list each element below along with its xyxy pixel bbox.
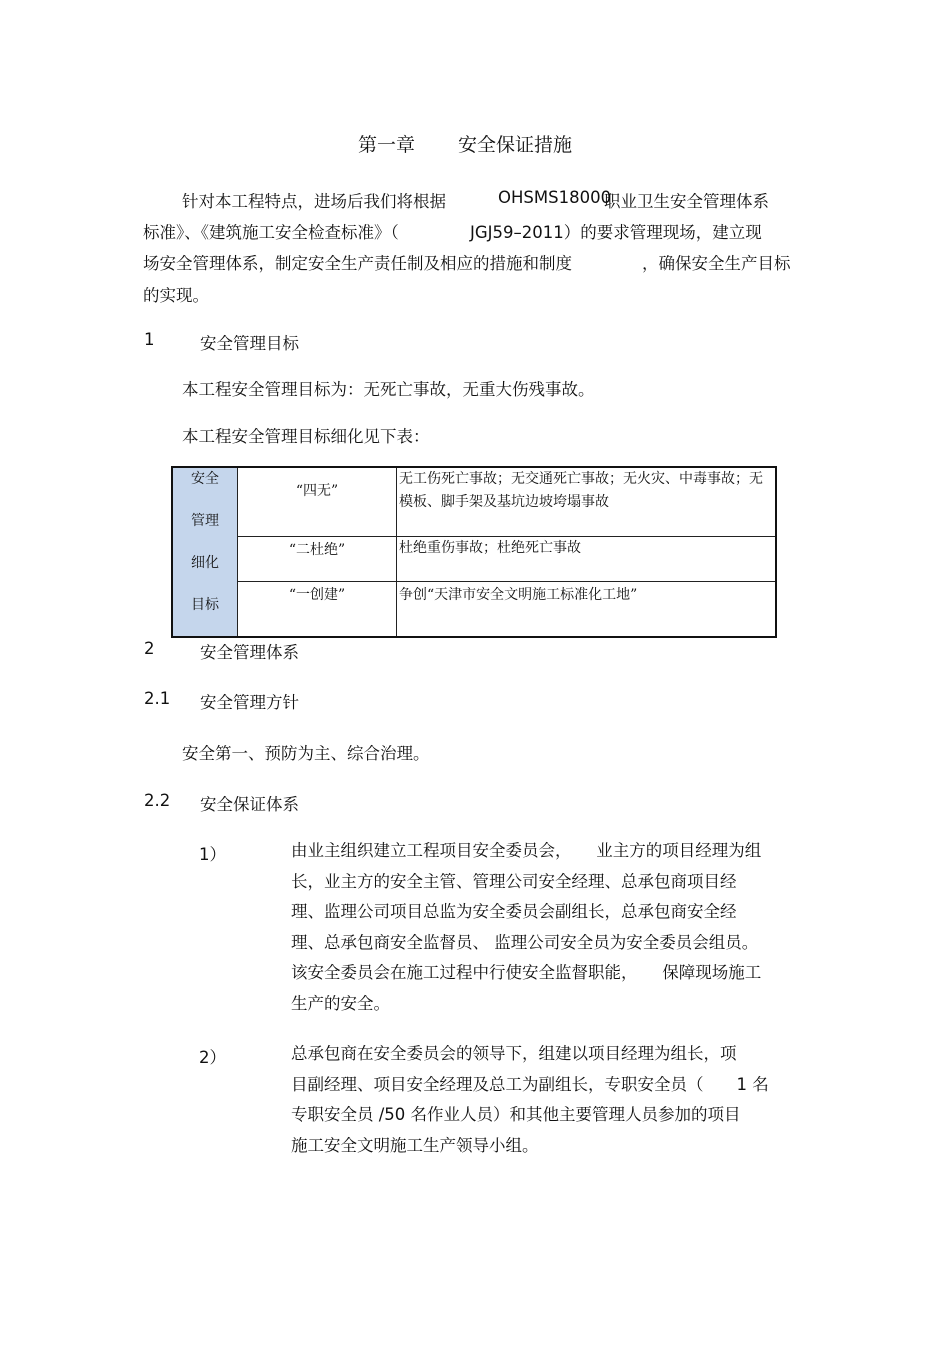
table-row-desc: 争创“天津市安全文明施工标准化工地” bbox=[397, 581, 777, 637]
intro-line4: 的实现。 bbox=[143, 286, 209, 305]
intro-line1c: 职业卫生安全管理体系 bbox=[604, 192, 769, 211]
section-2-1-number: 2.1 bbox=[144, 689, 171, 708]
section-1-heading: 安全管理目标 bbox=[200, 334, 299, 353]
table-row-name: “四无” bbox=[238, 467, 397, 536]
table-row-desc: 无工伤死亡事故；无交通死亡事故；无火灾、中毒事故；无模板、脚手架及基坑边坡垮塌事故 bbox=[397, 467, 777, 536]
chapter-number: 第一章 bbox=[358, 134, 416, 156]
item-line: 理、监理公司项目总监为安全委员会副组长，总承包商安全经 bbox=[291, 902, 737, 921]
table-row-name: “一创建” bbox=[238, 581, 397, 637]
side-label-2: 管理 bbox=[191, 513, 219, 529]
item-line: 该安全委员会在施工过程中行使安全监督职能， 保障现场施工 bbox=[291, 963, 762, 982]
item-line: 总承包商在安全委员会的领导下，组建以项目经理为组长，项 bbox=[291, 1044, 737, 1063]
intro-line3a: 场安全管理体系，制定安全生产责任制及相应的措施和制度 bbox=[143, 254, 572, 273]
item-line: 施工安全文明施工生产领导小组。 bbox=[291, 1135, 539, 1155]
item-1-number: 1） bbox=[199, 845, 226, 864]
intro-line2b: JGJ59–2011）的要求管理现场，建立现 bbox=[470, 223, 762, 242]
section-1-number: 1 bbox=[144, 330, 155, 349]
table-row-desc: 杜绝重伤事故；杜绝死亡事故 bbox=[397, 536, 777, 581]
table-row-name: “二杜绝” bbox=[238, 536, 397, 581]
section-2-heading: 安全管理体系 bbox=[200, 643, 299, 662]
item-line: 生产的安全。 bbox=[291, 993, 390, 1013]
section-1-table-intro: 本工程安全管理目标细化见下表： bbox=[182, 427, 430, 446]
side-label-4: 目标 bbox=[191, 597, 219, 613]
section-2-number: 2 bbox=[144, 639, 155, 658]
section-2-2-number: 2.2 bbox=[144, 791, 171, 810]
table-side-label bbox=[172, 467, 238, 637]
chapter-title: 安全保证措施 bbox=[458, 134, 573, 156]
intro-line3b: ，确保安全生产目标 bbox=[642, 254, 791, 273]
intro-line2a: 标准》、《建筑施工安全检查标准》（ bbox=[143, 223, 399, 242]
item-1-text bbox=[291, 836, 761, 1019]
item-line: 长，业主方的安全主管、管理公司安全经理、总承包商项目经 bbox=[291, 871, 737, 891]
intro-line1b: OHSMS18000 bbox=[498, 188, 612, 207]
item-line: 理、总承包商安全监督员、 监理公司安全员为安全委员会组员。 bbox=[291, 932, 759, 952]
item-2-text bbox=[291, 1039, 769, 1161]
safety-goal-table bbox=[171, 466, 777, 638]
item-line: 专职安全员 /50 名作业人员）和其他主要管理人员参加的项目 bbox=[291, 1105, 741, 1124]
intro-line1a: 针对本工程特点，进场后我们将根据 bbox=[182, 192, 446, 211]
item-line: 由业主组织建立工程项目安全委员会， 业主方的项目经理为组 bbox=[291, 841, 762, 860]
section-2-2-heading: 安全保证体系 bbox=[200, 795, 299, 814]
section-2-1-policy: 安全第一、预防为主、综合治理。 bbox=[182, 744, 430, 763]
side-label-1: 安全 bbox=[191, 471, 219, 487]
section-2-1-heading: 安全管理方针 bbox=[200, 693, 299, 712]
section-1-goal: 本工程安全管理目标为：无死亡事故，无重大伤残事故。 bbox=[182, 380, 595, 399]
item-line: 目副经理、项目安全经理及总工为副组长，专职安全员（ 1 名 bbox=[291, 1074, 769, 1094]
side-label-3: 细化 bbox=[191, 555, 219, 571]
item-2-number: 2） bbox=[199, 1048, 226, 1067]
